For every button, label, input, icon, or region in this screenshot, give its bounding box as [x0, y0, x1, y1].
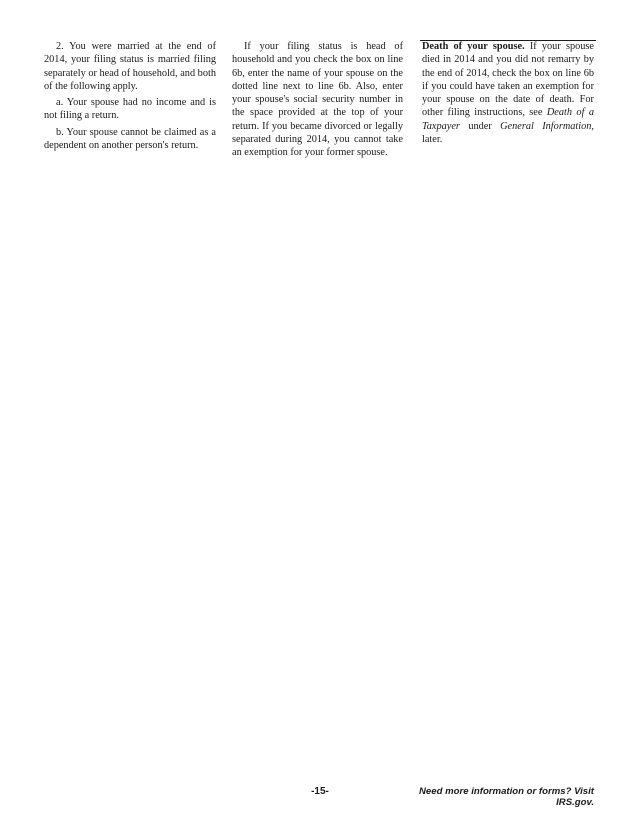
right-column — [422, 40, 594, 149]
general-information-reference: General Information, — [500, 120, 594, 132]
page-number: -15- — [311, 786, 329, 797]
death-of-spouse-body: If your spouse died in 2014 and you did not remarry by the end of 2014, check the box on line 6b if you could have taken an exemption for your spouse on the date of death. For other filing instructions, see — [422, 41, 594, 119]
paragraph-condition-2: 2. You were married at the end of 2014, your filing status is married filing separately or head of household, and both of the following apply. — [44, 41, 216, 92]
death-of-spouse-tail: later. — [422, 134, 443, 146]
middle-column — [232, 40, 403, 163]
paragraph-head-of-household: If your filing status is head of household and you check the box on line 6b, enter the name of your spouse on the dotted line next to line 6b. Also, enter your spouse's social security number in the space provided at the top of your return. If you became divorced or legally separated during 2014, you cannot take an exemption for your former spouse. — [232, 41, 403, 159]
death-of-taxpayer-reference: Death of a Taxpayer — [422, 107, 594, 132]
footer-irs-note: Need more information or forms? Visit IRS.gov. — [418, 786, 594, 808]
paragraph-condition-a: a. Your spouse had no income and is not filing a return. — [44, 97, 216, 122]
paragraph-condition-b: b. Your spouse cannot be claimed as a dependent on another person's return. — [44, 126, 216, 152]
death-of-spouse-heading: Death of your spouse. — [422, 41, 525, 52]
paragraph-death-of-spouse — [422, 40, 594, 146]
reference-joiner: under — [459, 120, 501, 132]
left-column — [44, 40, 216, 155]
